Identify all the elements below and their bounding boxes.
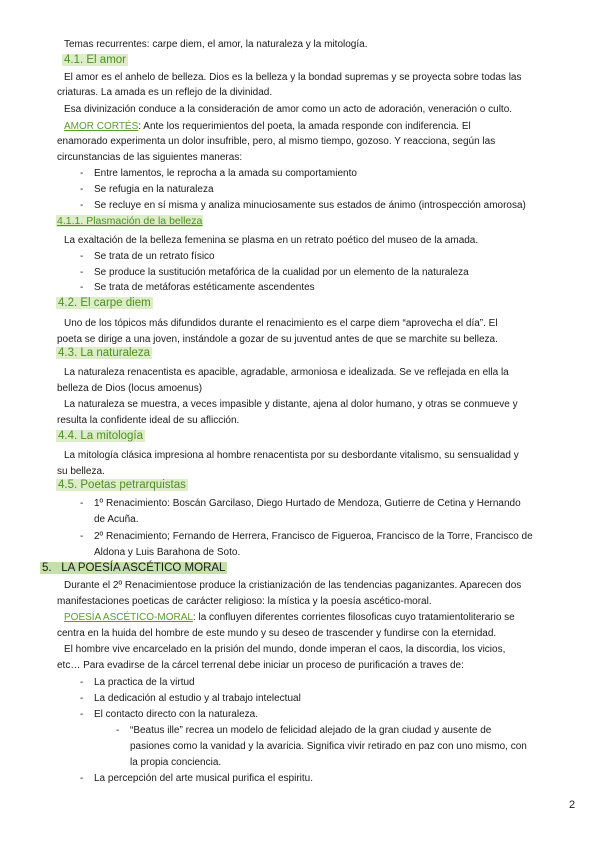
amor-paragraph-line: El amor es el anhelo de belleza. Dios es la belleza y la bondad supremas y se proyecta sobre todas las	[64, 72, 522, 83]
bullet-dash: -	[80, 251, 84, 262]
heading-el-amor: 4.1. El amor	[64, 54, 126, 66]
list-item: La practica de la virtud	[94, 677, 195, 688]
carcel-line: El hombre vive encarcelado en la prisión del mundo, donde imperan el caos, la discordia, los vicios,	[64, 644, 506, 655]
bullet-dash: -	[80, 267, 84, 278]
bullet-dash: -	[80, 531, 84, 542]
list-item: Se recluye en sí misma y analiza minuciosamente sus estados de ánimo (introspección amorosa)	[94, 200, 526, 211]
naturaleza-line: La naturaleza se muestra, a veces impasible y distante, ajena al dolor humano, y otras se conmueve y	[64, 399, 518, 410]
bullet-dash: -	[80, 200, 84, 211]
list-item: La dedicación al estudio y al trabajo intelectual	[94, 693, 301, 704]
list-item: Se refugia en la naturaleza	[94, 184, 214, 195]
bullet-dash: -	[80, 168, 84, 179]
plasmacion-paragraph: La exaltación de la belleza femenina se plasma en un retrato poético del museo de la amada.	[64, 235, 479, 246]
mitologia-line: La mitología clásica impresiona al hombre renacentista por su desbordante vitalismo, su sensualidad y	[64, 450, 519, 461]
amor-cortes-line: circunstancias de las siguientes maneras:	[57, 152, 243, 163]
ascetico-moral-line: centra en la huida del hombre de este mundo y su deseo de trascender y fundirse con la eternidad.	[57, 628, 497, 639]
heading-naturaleza: 4.3. La naturaleza	[58, 347, 151, 359]
bullet-dash: -	[80, 693, 84, 704]
sub-bullet-dash: -	[116, 725, 120, 736]
poesia-ascetico-moral-keyword: POESÍA ASCÉTICO-MORAL	[64, 612, 193, 623]
heading-poetas-petrarquistas: 4.5. Poetas petrarquistas	[58, 479, 186, 491]
amor-paragraph-line: criaturas. La amada es un reflejo de la divinidad.	[57, 87, 273, 98]
bullet-dash: -	[80, 282, 84, 293]
carpe-diem-line: poeta se dirige a una joven, instándole a gozar de su juventud antes de que se marchite su belleza.	[57, 334, 498, 345]
page-number: 2	[569, 799, 576, 811]
amor-cortes-keyword: AMOR CORTÉS	[64, 121, 139, 132]
list-item: La percepción del arte musical purifica el espiritu.	[94, 773, 313, 784]
carcel-line: etc… Para evadirse de la cárcel terrenal debe iniciar un proceso de purificación a traves de:	[57, 660, 464, 671]
heading-carpe-diem: 4.2. El carpe diem	[58, 297, 151, 309]
list-item: Entre lamentos, le reprocha a la amada su comportamiento	[94, 168, 357, 179]
list-item: 1º Renacimiento: Boscán Garcilaso, Diego Hurtado de Mendoza, Gutierre de Cetina y Hernando	[94, 498, 521, 509]
sub-list-item: la propia conciencia.	[130, 757, 222, 768]
list-item: 2º Renacimiento; Fernando de Herrera, Francisco de Figueroa, Francisco de la Torre, Francisco de	[94, 531, 533, 542]
heading-mitologia: 4.4. La mitología	[58, 430, 144, 442]
naturaleza-line: La naturaleza renacentista es apacible, agradable, armoniosa e idealizada. Se ve reflejada en ella la	[64, 367, 509, 378]
list-item: Se trata de un retrato físico	[94, 251, 215, 262]
bullet-dash: -	[80, 184, 84, 195]
heading-plasmacion: 4.1.1. Plasmación de la belleza	[57, 215, 203, 227]
naturaleza-line: belleza de Dios (locus amoenus)	[57, 383, 203, 394]
list-item: de Acuña.	[94, 514, 139, 525]
bullet-dash: -	[80, 773, 84, 784]
list-item: El contacto directo con la naturaleza.	[94, 709, 258, 720]
bullet-dash: -	[80, 498, 84, 509]
amor-cortes-line: enamorado experimenta un dolor insufrible, pero, al mismo tiempo, gozoso. Y reacciona, según las	[57, 136, 496, 147]
bullet-dash: -	[80, 677, 84, 688]
carpe-diem-line: Uno de los tópicos más difundidos durante el renacimiento es el carpe diem “aprovecha el día”. El	[64, 318, 498, 329]
ascetico-moral-line: POESÍA ASCÉTICO-MORAL: la confluyen diferentes corrientes filosoficas cuyo tratamientoliterario se	[64, 612, 515, 623]
ascetico-intro-line: manifestaciones poeticas de carácter religioso: la mística y la poesía ascético-moral.	[57, 596, 432, 607]
sub-list-item: “Beatus ille” recrea un modelo de felicidad alejado de la gran ciudad y ausente de	[130, 725, 492, 736]
amor-cortes-line: AMOR CORTÉS: Ante los requerimientos del poeta, la amada responde con indiferencia. El	[64, 121, 471, 132]
intro-text: Temas recurrentes: carpe diem, el amor, la naturaleza y la mitología.	[64, 39, 368, 50]
ascetico-intro-line: Durante el 2º Renacimientose produce la cristianización de las tendencias paganizantes. Aparecen dos	[64, 580, 522, 591]
list-item: Se produce la sustitución metafórica de la cualidad por un elemento de la naturaleza	[94, 267, 469, 278]
heading-poesia-ascetico-moral: 5. LA POESÍA ASCÉTICO MORAL	[42, 562, 226, 574]
sub-list-item: pasiones como la vanidad y la avaricia. Significa vivir retirado en paz con uno mismo, con	[130, 741, 527, 752]
bullet-dash: -	[80, 709, 84, 720]
mitologia-line: su belleza.	[57, 466, 105, 477]
divinizacion-paragraph: Esa divinización conduce a la consideración de amor como un acto de adoración, veneración o culto.	[64, 104, 513, 115]
list-item: Se trata de metáforas estéticamente ascendentes	[94, 282, 315, 293]
naturaleza-line: resulta la confidente ideal de su aflicción.	[57, 415, 240, 426]
list-item: Aldona y Luis Barahona de Soto.	[94, 547, 241, 558]
